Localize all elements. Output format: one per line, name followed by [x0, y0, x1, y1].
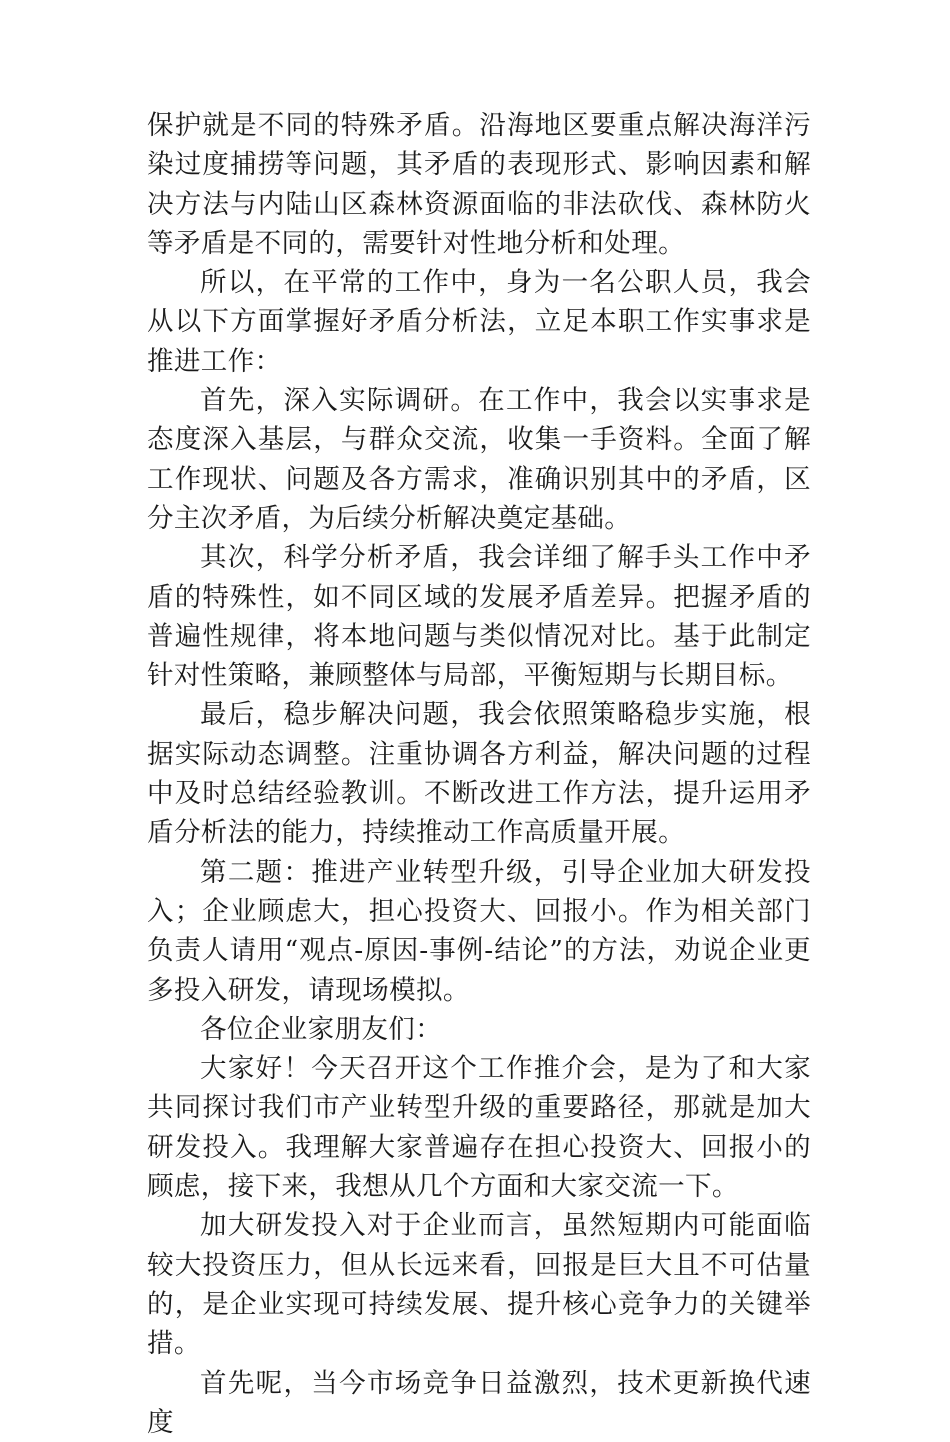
paragraph-viewpoint: 加大研发投入对于企业而言，虽然短期内可能面临较大投资压力，但从长远来看，回报是巨大且不可估量的，是企业实现可持续发展、提升核心竞争力的关键举措。 [147, 1206, 811, 1363]
paragraph-second-step: 其次，科学分析矛盾，我会详细了解手头工作中矛盾的特殊性，如不同区域的发展矛盾差异。把握矛盾的普遍性规律，将本地问题与类似情况对比。基于此制定针对性策略，兼顾整体与局部，平衡短期与长期目标。 [147, 538, 811, 695]
question-two: 第二题：推进产业转型升级，引导企业加大研发投入；企业顾虑大，担心投资大、回报小。作为相关部门负责人请用“观点-原因-事例-结论”的方法，劝说企业更多投入研发，请现场模拟。 [147, 853, 811, 1010]
paragraph-first-step: 首先，深入实际调研。在工作中，我会以实事求是态度深入基层，与群众交流，收集一手资料。全面了解工作现状、问题及各方需求，准确识别其中的矛盾，区分主次矛盾，为后续分析解决奠定基础。 [147, 381, 811, 538]
paragraph-continuation: 保护就是不同的特殊矛盾。沿海地区要重点解决海洋污染过度捕捞等问题，其矛盾的表现形式、影响因素和解决方法与内陆山区森林资源面临的非法砍伐、森林防火等矛盾是不同的，需要针对性地分析和处理。 [147, 106, 811, 263]
salutation: 各位企业家朋友们： [147, 1010, 811, 1049]
paragraph-final-step: 最后，稳步解决问题，我会依照策略稳步实施，根据实际动态调整。注重协调各方利益，解决问题的过程中及时总结经验教训。不断改进工作方法，提升运用矛盾分析法的能力，持续推动工作高质量开展。 [147, 695, 811, 852]
paragraph-reason-start: 首先呢，当今市场竞争日益激烈，技术更新换代速度 [147, 1364, 811, 1442]
paragraph-greeting: 大家好！今天召开这个工作推介会，是为了和大家共同探讨我们市产业转型升级的重要路径，那就是加大研发投入。我理解大家普遍存在担心投资大、回报小的顾虑，接下来，我想从几个方面和大家交流一下。 [147, 1049, 811, 1206]
paragraph-summary-intro: 所以，在平常的工作中，身为一名公职人员，我会从以下方面掌握好矛盾分析法，立足本职工作实事求是推进工作： [147, 263, 811, 381]
document-body [147, 106, 811, 1442]
